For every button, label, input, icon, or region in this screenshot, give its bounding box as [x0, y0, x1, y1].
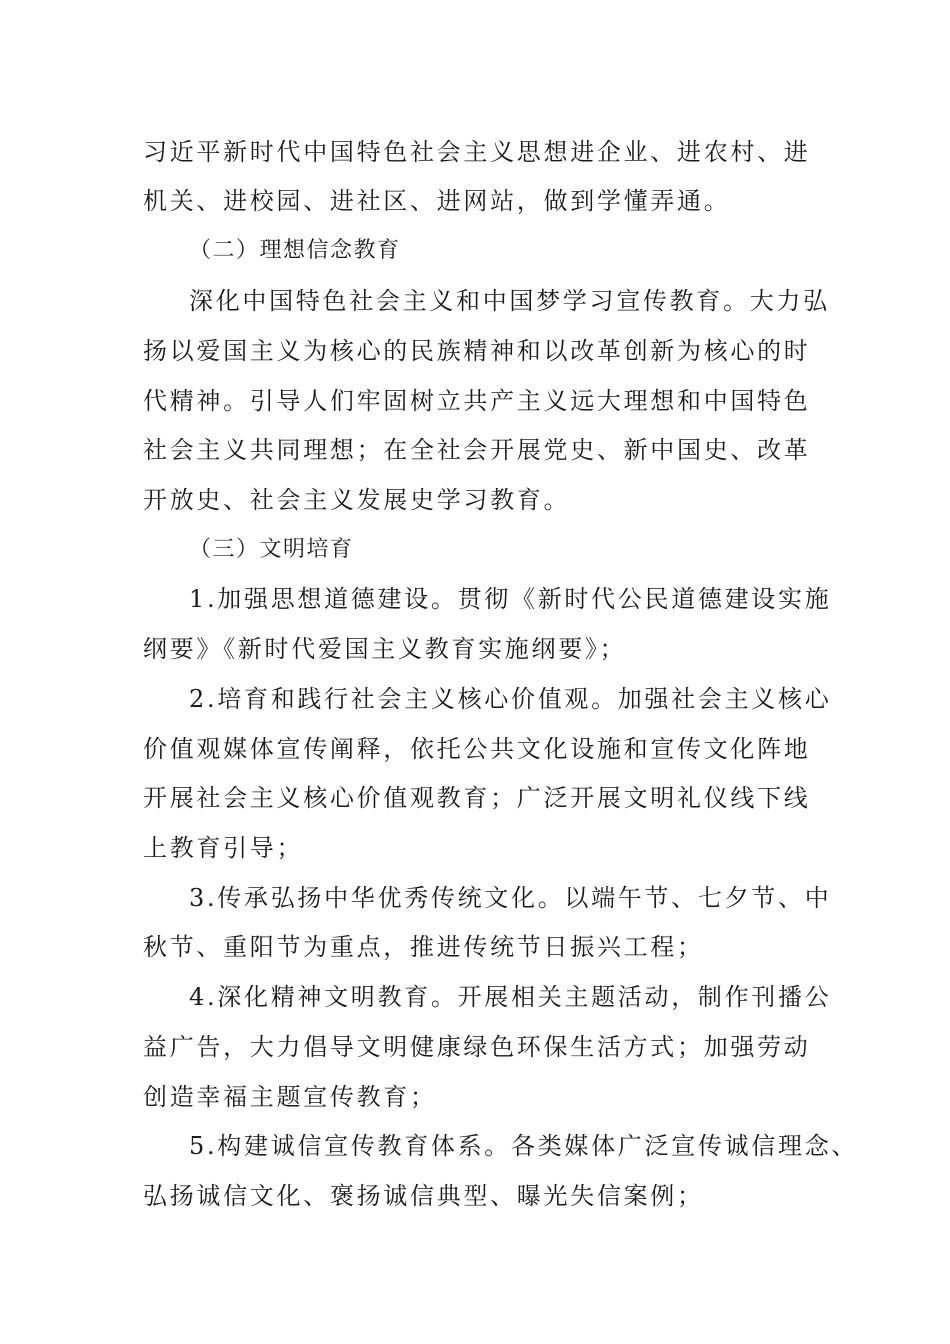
list-item-line: 创造幸福主题宣传教育；: [143, 1083, 437, 1111]
list-item-line: 上教育引导；: [143, 834, 304, 862]
list-item-line: 3.传承弘扬中华优秀传统文化。以端午节、七夕节、中: [189, 884, 832, 912]
list-item-line: 秋节、重阳节为重点，推进传统节日振兴工程；: [143, 933, 704, 961]
section-heading: （二）理想信念教育: [189, 238, 401, 263]
paragraph-line: 深化中国特色社会主义和中国梦学习宣传教育。大力弘: [189, 287, 830, 315]
section-heading: （三）文明培育: [189, 537, 354, 562]
paragraph-line: 机关、进校园、进社区、进网站，做到学懂弄通。: [143, 187, 731, 215]
list-item-line: 5.构建诚信宣传教育体系。各类媒体广泛宣传诚信理念、: [189, 1132, 859, 1160]
paragraph-line: 习近平新时代中国特色社会主义思想进企业、进农村、进: [143, 138, 811, 166]
paragraph-line: 社会主义共同理想；在全社会开展党史、新中国史、改革: [143, 436, 811, 464]
list-item-line: 2.培育和践行社会主义核心价值观。加强社会主义核心: [189, 685, 832, 713]
paragraph-line: 扬以爱国主义为核心的民族精神和以改革创新为核心的时: [143, 337, 811, 365]
list-item-line: 价值观媒体宣传阐释，依托公共文化设施和宣传文化阵地: [143, 735, 811, 763]
list-item-line: 弘扬诚信文化、褒扬诚信典型、曝光失信案例；: [143, 1182, 704, 1210]
list-item-line: 益广告，大力倡导文明健康绿色环保生活方式；加强劳动: [143, 1033, 811, 1061]
paragraph-line: 代精神。引导人们牢固树立共产主义远大理想和中国特色: [143, 387, 811, 415]
paragraph-line: 开放史、社会主义发展史学习教育。: [143, 486, 571, 514]
list-item-line: 1.加强思想道德建设。贯彻《新时代公民道德建设实施: [189, 585, 832, 613]
list-item-line: 开展社会主义核心价值观教育；广泛开展文明礼仪线下线: [143, 784, 811, 812]
list-item-line: 纲要》《新时代爱国主义教育实施纲要》；: [143, 635, 627, 663]
list-item-line: 4.深化精神文明教育。开展相关主题活动，制作刊播公: [189, 983, 832, 1011]
